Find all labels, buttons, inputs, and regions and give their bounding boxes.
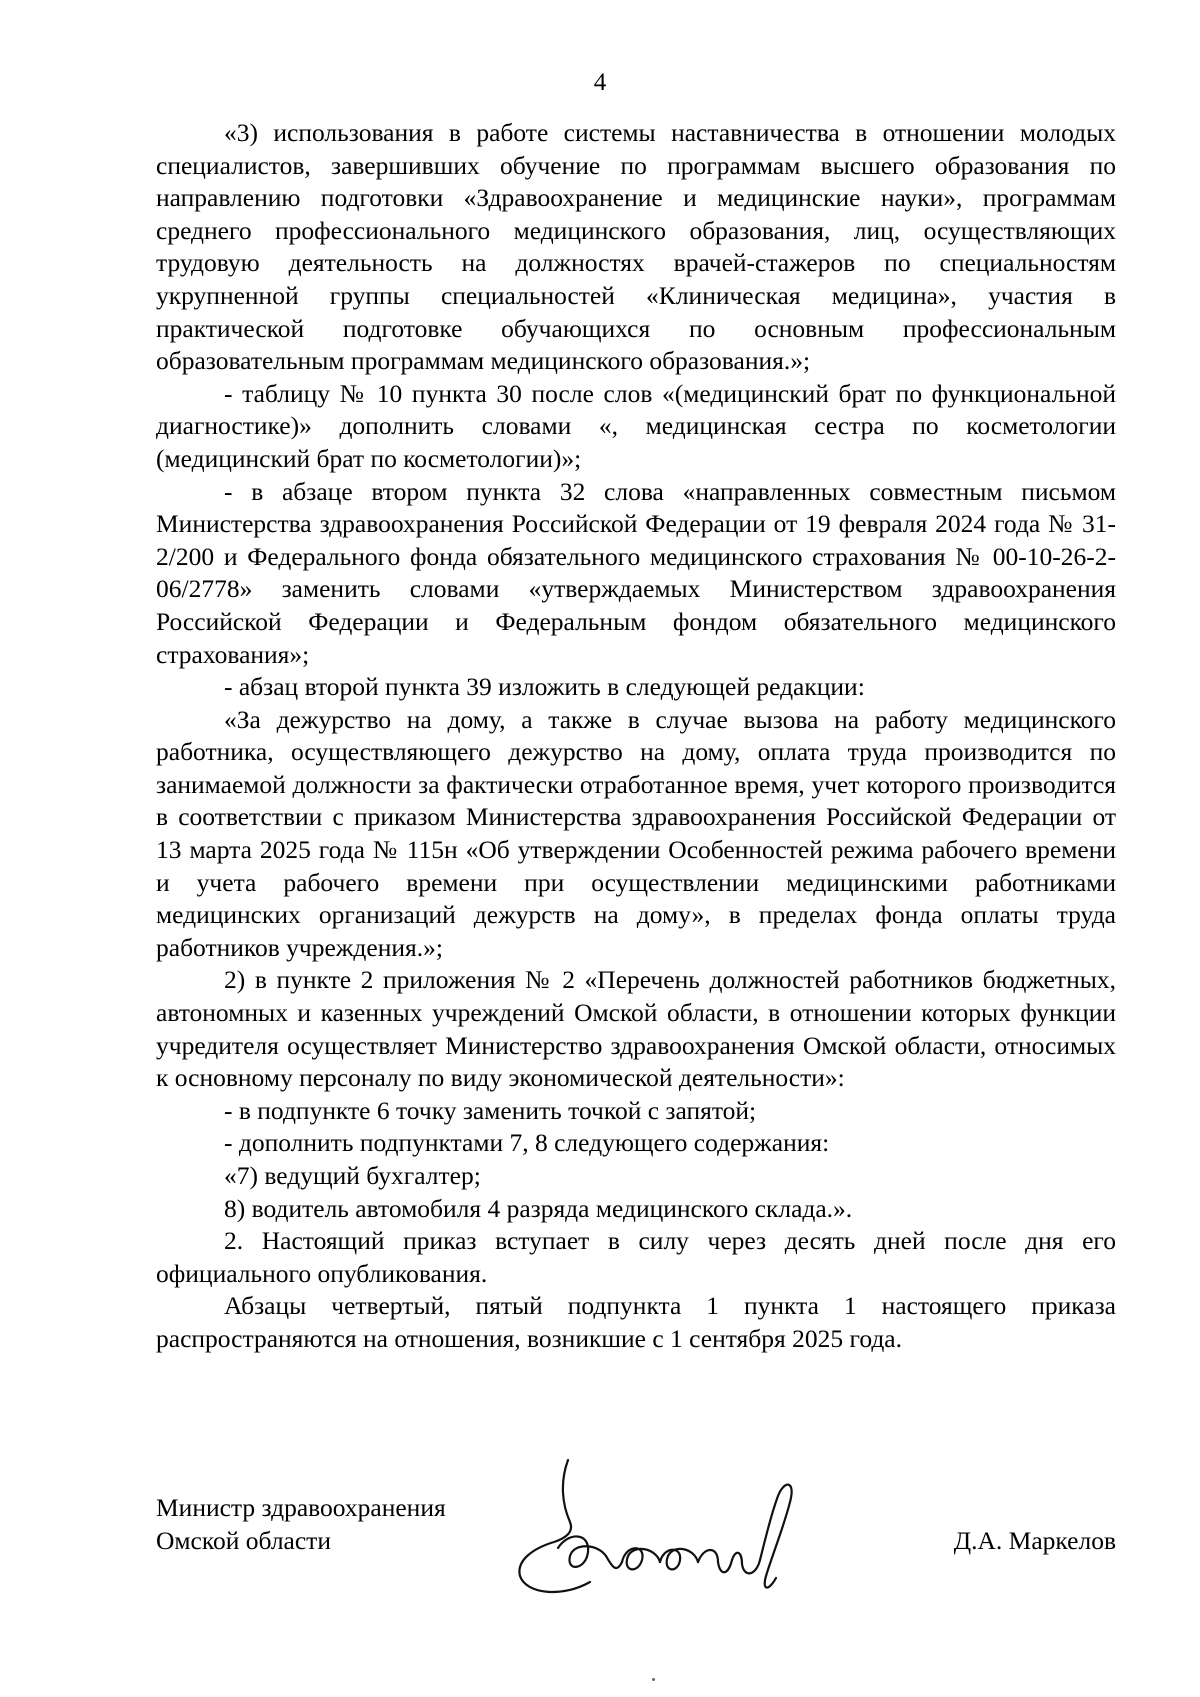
- document-body: [156, 117, 1116, 1356]
- signatory-title: [156, 1492, 446, 1557]
- page-number: 4: [593, 69, 607, 96]
- paragraph: - в подпункте 6 точку заменить точкой с запятой;: [224, 1095, 757, 1125]
- paragraph: 8) водитель автомобиля 4 разряда медицинского склада.».: [224, 1193, 853, 1223]
- paragraph: 2. Настоящий приказ вступает в силу через десять дней после дня его официального опубликования.: [156, 1226, 1116, 1288]
- paragraph: «7) ведущий бухгалтер;: [224, 1161, 481, 1190]
- paragraph: - таблицу № 10 пункта 30 после слов «(медицинский брат по функциональной диагностике)» дополнить словами «, медицинская сестра по косметологии (медицинский брат по косметологии)»;: [156, 378, 1116, 473]
- scan-artifact-dot: [652, 1678, 655, 1681]
- signatory-title-line: Омской области: [156, 1525, 331, 1555]
- paragraph: - абзац второй пункта 39 изложить в следующей редакции:: [224, 672, 865, 702]
- paragraph: 2) в пункте 2 приложения № 2 «Перечень должностей работников бюджетных, автономных и казенных учреждений Омской области, в отношении которых функции учредителя осуществляет Министерство здравоохранения Омской области, относимых к основному персоналу по виду экономической деятельности»:: [156, 965, 1116, 1093]
- signatory-name: Д.А. Маркелов: [953, 1526, 1116, 1555]
- paragraph: - в абзаце втором пункта 32 слова «направленных совместным письмом Министерства здравоохранения Российской Федерации от 19 февраля 2024 года № 31-2/200 и Федерального фонда обязательного медицинского страхования № 00-10-26-2-06/2778» заменить словами «утверждаемых Министерством здравоохранения Российской Федерации и Федеральным фондом обязательного медицинского страхования»;: [156, 476, 1116, 669]
- handwritten-signature: [510, 1452, 850, 1602]
- paragraph: «3) использования в работе системы наставничества в отношении молодых специалистов, завершивших обучение по программам высшего образования по направлению подготовки «Здравоохранение и медицинские науки», программам среднего профессионального медицинского образования, лиц, осуществляющих трудовую деятельность на должностях врачей-стажеров по специальностям укрупненной группы специальностей «Клиническая медицина», участия в практической подготовке обучающихся по основным профессиональным образовательным программам медицинского образования.»;: [156, 118, 1116, 376]
- paragraph: Абзацы четвертый, пятый подпункта 1 пункта 1 настоящего приказа распространяются на отношения, возникшие с 1 сентября 2025 года.: [156, 1291, 1116, 1353]
- paragraph: - дополнить подпунктами 7, 8 следующего содержания:: [224, 1128, 830, 1158]
- signatory-title-line: Министр здравоохранения: [156, 1493, 446, 1522]
- paragraph: «За дежурство на дому, а также в случае вызова на работу медицинского работника, осуществляющего дежурство на дому, оплата труда производится по занимаемой должности за фактически отработанное время, учет которого производится в соответствии с приказом Министерства здравоохранения Российской Федерации от 13 марта 2025 года № 115н «Об утверждении Особенностей режима рабочего времени и учета рабочего времени при осуществлении медицинскими работниками медицинских организаций дежурств на дому», в пределах фонда оплаты труда работников учреждения.»;: [156, 704, 1116, 962]
